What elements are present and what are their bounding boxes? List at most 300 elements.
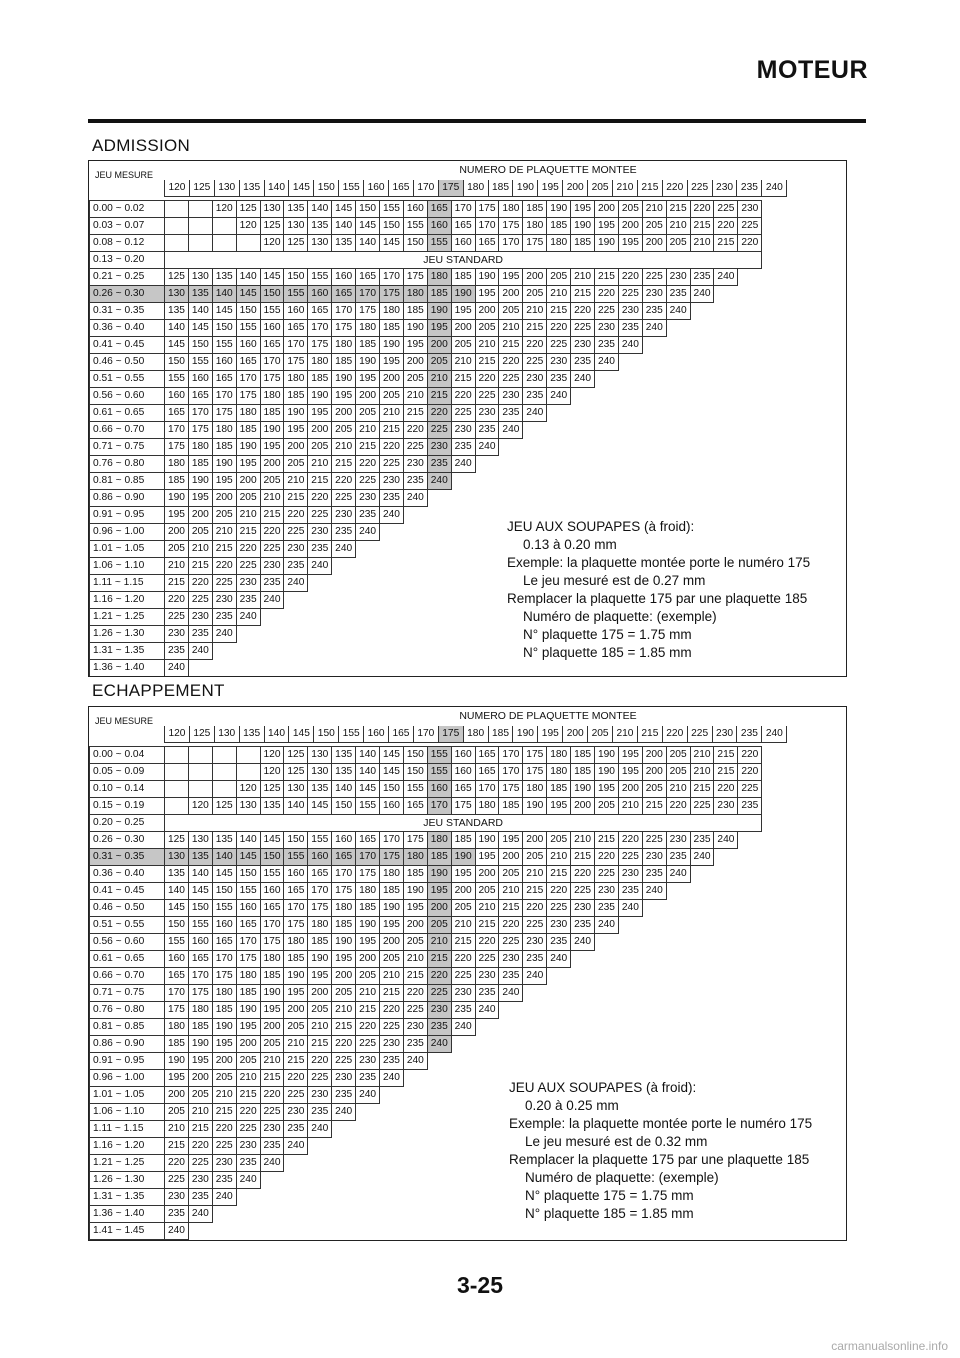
shim-cell: 210 [523, 303, 547, 320]
empty-cell [571, 558, 595, 575]
empty-cell [666, 354, 690, 371]
empty-cell [332, 609, 356, 626]
empty-cell [236, 764, 260, 781]
shim-cell: 230 [427, 439, 451, 456]
empty-cell [738, 849, 762, 866]
shim-cell: 240 [666, 303, 690, 320]
shim-cell: 155 [212, 337, 236, 354]
empty-cell [188, 201, 212, 218]
shim-cell: 170 [356, 849, 380, 866]
empty-cell [260, 1189, 284, 1206]
empty-cell [499, 541, 523, 558]
shim-cell: 180 [236, 405, 260, 422]
shim-cell: 170 [475, 781, 499, 798]
empty-cell [618, 422, 642, 439]
empty-cell [523, 1138, 547, 1155]
empty-cell [284, 1189, 308, 1206]
empty-cell [595, 490, 619, 507]
column-header: 145 [289, 180, 314, 197]
empty-cell [403, 1121, 427, 1138]
empty-cell [690, 1206, 714, 1223]
shim-cell: 220 [308, 1053, 332, 1070]
empty-cell [427, 643, 451, 660]
column-header: 215 [637, 180, 662, 197]
shim-cell: 230 [165, 626, 189, 643]
empty-cell [690, 917, 714, 934]
empty-cell [738, 320, 762, 337]
shim-cell: 150 [212, 883, 236, 900]
shim-cell: 200 [236, 1036, 260, 1053]
shim-cell: 215 [356, 439, 380, 456]
empty-cell [260, 643, 284, 660]
empty-cell [451, 524, 475, 541]
empty-cell [642, 1019, 666, 1036]
shim-cell: 230 [427, 1002, 451, 1019]
shim-cell: 125 [212, 798, 236, 815]
empty-cell [571, 1070, 595, 1087]
shim-cell: 210 [547, 849, 571, 866]
shim-cell: 180 [332, 337, 356, 354]
shim-cell: 210 [380, 968, 404, 985]
shim-cell: 165 [165, 405, 189, 422]
empty-cell [475, 473, 499, 490]
shim-cell: 165 [165, 968, 189, 985]
shim-cell: 235 [595, 900, 619, 917]
empty-cell [427, 490, 451, 507]
shim-cell: 215 [666, 201, 690, 218]
shim-cell: 190 [332, 934, 356, 951]
shim-cell: 160 [212, 354, 236, 371]
shim-cell: 230 [666, 269, 690, 286]
empty-cell [642, 1104, 666, 1121]
shim-cell: 240 [499, 985, 523, 1002]
empty-cell [642, 490, 666, 507]
shim-cell: 225 [284, 524, 308, 541]
shim-cell: 210 [427, 371, 451, 388]
empty-cell [403, 558, 427, 575]
empty-cell [188, 747, 212, 764]
clearance-range: 0.00 ~ 0.04 [90, 747, 165, 764]
shim-cell: 240 [308, 1121, 332, 1138]
clearance-range: 0.81 ~ 0.85 [90, 1019, 165, 1036]
shim-cell: 220 [380, 1002, 404, 1019]
shim-cell: 230 [642, 849, 666, 866]
clearance-range: 0.00 ~ 0.02 [90, 201, 165, 218]
shim-cell: 175 [356, 303, 380, 320]
empty-cell [618, 541, 642, 558]
empty-cell [690, 1189, 714, 1206]
shim-cell: 205 [165, 1104, 189, 1121]
shim-cell: 225 [236, 1121, 260, 1138]
note-line: Le jeu mesuré est de 0.32 mm [525, 1134, 708, 1149]
table-row [90, 575, 762, 592]
empty-cell [499, 507, 523, 524]
empty-cell [571, 439, 595, 456]
empty-cell [475, 609, 499, 626]
shim-cell: 140 [188, 303, 212, 320]
installed-shim-header: NUMERO DE PLAQUETTE MONTEE [459, 710, 637, 722]
empty-cell [236, 1223, 260, 1240]
clearance-range: 1.21 ~ 1.25 [90, 1155, 165, 1172]
clearance-range: 0.15 ~ 0.19 [90, 798, 165, 815]
empty-cell [547, 1155, 571, 1172]
shim-cell: 215 [427, 388, 451, 405]
empty-cell [547, 1104, 571, 1121]
shim-cell: 185 [308, 371, 332, 388]
shim-cell: 175 [332, 883, 356, 900]
shim-cell: 205 [427, 354, 451, 371]
shim-cell: 165 [427, 201, 451, 218]
empty-cell [308, 592, 332, 609]
empty-cell [523, 1053, 547, 1070]
note-line: 0.20 à 0.25 mm [525, 1098, 619, 1113]
empty-cell [714, 1172, 738, 1189]
empty-cell [547, 456, 571, 473]
shim-cell: 230 [666, 832, 690, 849]
shim-cell: 185 [284, 388, 308, 405]
empty-cell [356, 1206, 380, 1223]
empty-cell [690, 524, 714, 541]
shim-cell: 155 [427, 764, 451, 781]
shim-cell: 240 [714, 832, 738, 849]
shim-cell: 235 [547, 934, 571, 951]
shim-cell: 160 [308, 849, 332, 866]
shim-cell: 225 [332, 1053, 356, 1070]
shim-cell: 215 [595, 832, 619, 849]
empty-cell [690, 507, 714, 524]
empty-cell [571, 1104, 595, 1121]
shim-cell: 180 [260, 388, 284, 405]
empty-cell [642, 1053, 666, 1070]
table-row [90, 405, 762, 422]
shim-cell: 135 [332, 747, 356, 764]
clearance-range: 0.41 ~ 0.45 [90, 337, 165, 354]
shim-cell: 175 [165, 1002, 189, 1019]
shim-cell: 240 [212, 1189, 236, 1206]
empty-cell [595, 985, 619, 1002]
empty-cell [595, 1070, 619, 1087]
empty-cell [738, 524, 762, 541]
shim-cell: 165 [308, 303, 332, 320]
shim-cell: 195 [332, 951, 356, 968]
empty-cell [714, 849, 738, 866]
empty-cell [547, 1053, 571, 1070]
shim-cell: 140 [212, 286, 236, 303]
shim-cell: 230 [642, 286, 666, 303]
column-header: 165 [389, 726, 414, 743]
empty-cell [642, 1223, 666, 1240]
shim-cell: 210 [547, 286, 571, 303]
table-row [90, 1019, 762, 1036]
empty-cell [618, 1087, 642, 1104]
shim-cell: 220 [595, 849, 619, 866]
shim-cell: 130 [308, 764, 332, 781]
empty-cell [666, 507, 690, 524]
shim-cell: 210 [571, 269, 595, 286]
shim-cell: 220 [499, 354, 523, 371]
shim-cell: 190 [165, 490, 189, 507]
shim-cell: 200 [642, 747, 666, 764]
shim-cell: 230 [547, 354, 571, 371]
empty-cell [236, 1189, 260, 1206]
shim-cell: 165 [284, 320, 308, 337]
empty-cell [236, 626, 260, 643]
shim-cell: 165 [475, 235, 499, 252]
shim-cell: 155 [380, 201, 404, 218]
shim-cell: 210 [427, 934, 451, 951]
shim-cell: 225 [284, 1087, 308, 1104]
shim-cell: 175 [188, 422, 212, 439]
clearance-range: 1.26 ~ 1.30 [90, 1172, 165, 1189]
empty-cell [618, 1206, 642, 1223]
column-header: 135 [239, 726, 264, 743]
shim-cell: 205 [236, 1053, 260, 1070]
empty-cell [523, 1087, 547, 1104]
empty-cell [475, 1104, 499, 1121]
column-header: 135 [239, 180, 264, 197]
empty-cell [499, 1138, 523, 1155]
column-header: 240 [762, 726, 787, 743]
empty-cell [690, 303, 714, 320]
shim-cell: 225 [403, 439, 427, 456]
shim-cell: 185 [165, 473, 189, 490]
shim-cell: 225 [475, 951, 499, 968]
shim-cell: 160 [284, 303, 308, 320]
empty-cell [690, 405, 714, 422]
table-row [90, 592, 762, 609]
shim-cell: 180 [356, 320, 380, 337]
column-header: 125 [189, 726, 214, 743]
empty-cell [284, 660, 308, 677]
shim-cell: 215 [236, 1087, 260, 1104]
shim-cell: 210 [380, 405, 404, 422]
shim-cell: 220 [618, 832, 642, 849]
shim-cell: 160 [332, 269, 356, 286]
shim-cell: 190 [571, 218, 595, 235]
shim-cell: 195 [356, 934, 380, 951]
empty-cell [595, 456, 619, 473]
empty-cell [571, 1223, 595, 1240]
empty-cell [165, 764, 189, 781]
shim-cell: 220 [260, 524, 284, 541]
shim-cell: 155 [188, 917, 212, 934]
empty-cell [690, 541, 714, 558]
empty-cell [475, 1206, 499, 1223]
empty-cell [642, 1070, 666, 1087]
empty-cell [356, 541, 380, 558]
empty-cell [475, 456, 499, 473]
shim-cell: 180 [403, 849, 427, 866]
shim-cell: 195 [165, 507, 189, 524]
shim-cell: 175 [260, 934, 284, 951]
shim-cell: 200 [236, 473, 260, 490]
shim-cell: 190 [308, 388, 332, 405]
shim-cell: 215 [427, 951, 451, 968]
shim-cell: 230 [475, 968, 499, 985]
shim-cell: 180 [523, 781, 547, 798]
column-header: 185 [488, 180, 513, 197]
empty-cell [403, 1070, 427, 1087]
empty-cell [690, 985, 714, 1002]
empty-cell [475, 1155, 499, 1172]
empty-cell [690, 354, 714, 371]
shim-cell: 240 [284, 575, 308, 592]
empty-cell [427, 592, 451, 609]
shim-cell: 145 [380, 747, 404, 764]
empty-cell [642, 541, 666, 558]
shim-cell: 215 [332, 456, 356, 473]
empty-cell [738, 883, 762, 900]
shim-cell: 205 [284, 456, 308, 473]
shim-cell: 200 [427, 337, 451, 354]
empty-cell [666, 337, 690, 354]
empty-cell [523, 592, 547, 609]
column-header: 190 [513, 180, 538, 197]
shim-cell: 220 [332, 473, 356, 490]
empty-cell [738, 1053, 762, 1070]
empty-cell [403, 1155, 427, 1172]
shim-cell: 175 [523, 747, 547, 764]
shim-cell: 210 [690, 764, 714, 781]
shim-cell: 215 [403, 405, 427, 422]
shim-cell: 140 [188, 866, 212, 883]
shim-cell: 205 [403, 934, 427, 951]
empty-cell [475, 1087, 499, 1104]
empty-cell [571, 473, 595, 490]
shim-cell: 205 [427, 917, 451, 934]
empty-cell [165, 218, 189, 235]
empty-cell [738, 269, 762, 286]
empty-cell [595, 592, 619, 609]
shim-cell: 235 [666, 286, 690, 303]
shim-grid [89, 746, 762, 1240]
empty-cell [547, 626, 571, 643]
clearance-range: 0.81 ~ 0.85 [90, 473, 165, 490]
shim-cell: 185 [308, 934, 332, 951]
shim-cell: 240 [547, 951, 571, 968]
column-header: 150 [314, 726, 339, 743]
shim-cell: 240 [618, 900, 642, 917]
empty-cell [451, 643, 475, 660]
shim-cell: 205 [332, 985, 356, 1002]
clearance-range: 0.51 ~ 0.55 [90, 917, 165, 934]
empty-cell [571, 405, 595, 422]
empty-cell [165, 747, 189, 764]
empty-cell [547, 1138, 571, 1155]
shim-cell: 210 [618, 798, 642, 815]
empty-cell [499, 490, 523, 507]
shim-cell: 160 [236, 337, 260, 354]
empty-cell [523, 1223, 547, 1240]
shim-cell: 225 [499, 934, 523, 951]
column-header: 170 [413, 180, 438, 197]
shim-cell: 180 [284, 934, 308, 951]
shim-cell: 205 [356, 405, 380, 422]
column-header: 145 [289, 726, 314, 743]
empty-cell [475, 507, 499, 524]
empty-cell [738, 1104, 762, 1121]
empty-cell [308, 1189, 332, 1206]
empty-cell [523, 1104, 547, 1121]
empty-cell [523, 643, 547, 660]
shim-grid [89, 200, 762, 677]
table-row [90, 201, 762, 218]
empty-cell [475, 541, 499, 558]
empty-cell [212, 781, 236, 798]
shim-cell: 215 [571, 849, 595, 866]
shim-cell: 230 [523, 934, 547, 951]
empty-cell [475, 1019, 499, 1036]
shim-cell: 175 [165, 439, 189, 456]
empty-cell [523, 1070, 547, 1087]
shim-cell: 235 [188, 626, 212, 643]
empty-cell [714, 1019, 738, 1036]
shim-cell: 225 [595, 303, 619, 320]
shim-cell: 220 [451, 388, 475, 405]
empty-cell [738, 866, 762, 883]
shim-cell: 140 [332, 218, 356, 235]
shim-cell: 165 [188, 388, 212, 405]
column-header: 220 [662, 726, 687, 743]
column-header: 125 [189, 180, 214, 197]
empty-cell [571, 626, 595, 643]
empty-cell [427, 660, 451, 677]
shim-cell: 210 [403, 388, 427, 405]
shim-cell: 240 [356, 1087, 380, 1104]
shim-cell: 200 [332, 968, 356, 985]
column-header: 155 [339, 726, 364, 743]
column-header: 210 [613, 726, 638, 743]
empty-cell [714, 1223, 738, 1240]
empty-cell [666, 1070, 690, 1087]
empty-cell [642, 917, 666, 934]
shim-cell: 240 [523, 405, 547, 422]
column-header: 130 [214, 726, 239, 743]
empty-cell [618, 985, 642, 1002]
empty-cell [475, 1070, 499, 1087]
empty-cell [499, 1172, 523, 1189]
empty-cell [714, 592, 738, 609]
empty-cell [308, 609, 332, 626]
shim-cell: 235 [403, 1036, 427, 1053]
shim-cell: 215 [188, 558, 212, 575]
shim-cell: 180 [547, 235, 571, 252]
empty-cell [738, 917, 762, 934]
shim-cell: 175 [499, 781, 523, 798]
empty-cell [666, 405, 690, 422]
clearance-range: 0.08 ~ 0.12 [90, 235, 165, 252]
empty-cell [738, 456, 762, 473]
shim-cell: 230 [236, 575, 260, 592]
shim-cell: 135 [188, 286, 212, 303]
shim-cell: 205 [165, 541, 189, 558]
empty-cell [714, 286, 738, 303]
shim-cell: 180 [380, 303, 404, 320]
empty-cell [499, 1070, 523, 1087]
shim-cell: 235 [690, 269, 714, 286]
empty-cell [738, 626, 762, 643]
shim-cell: 170 [260, 354, 284, 371]
empty-cell [690, 1053, 714, 1070]
shim-cell: 210 [499, 883, 523, 900]
table-row [90, 1138, 762, 1155]
shim-cell: 200 [260, 1019, 284, 1036]
empty-cell [666, 439, 690, 456]
clearance-range: 1.31 ~ 1.35 [90, 643, 165, 660]
shim-cell: 190 [260, 422, 284, 439]
shim-cell: 175 [356, 866, 380, 883]
empty-cell [690, 951, 714, 968]
